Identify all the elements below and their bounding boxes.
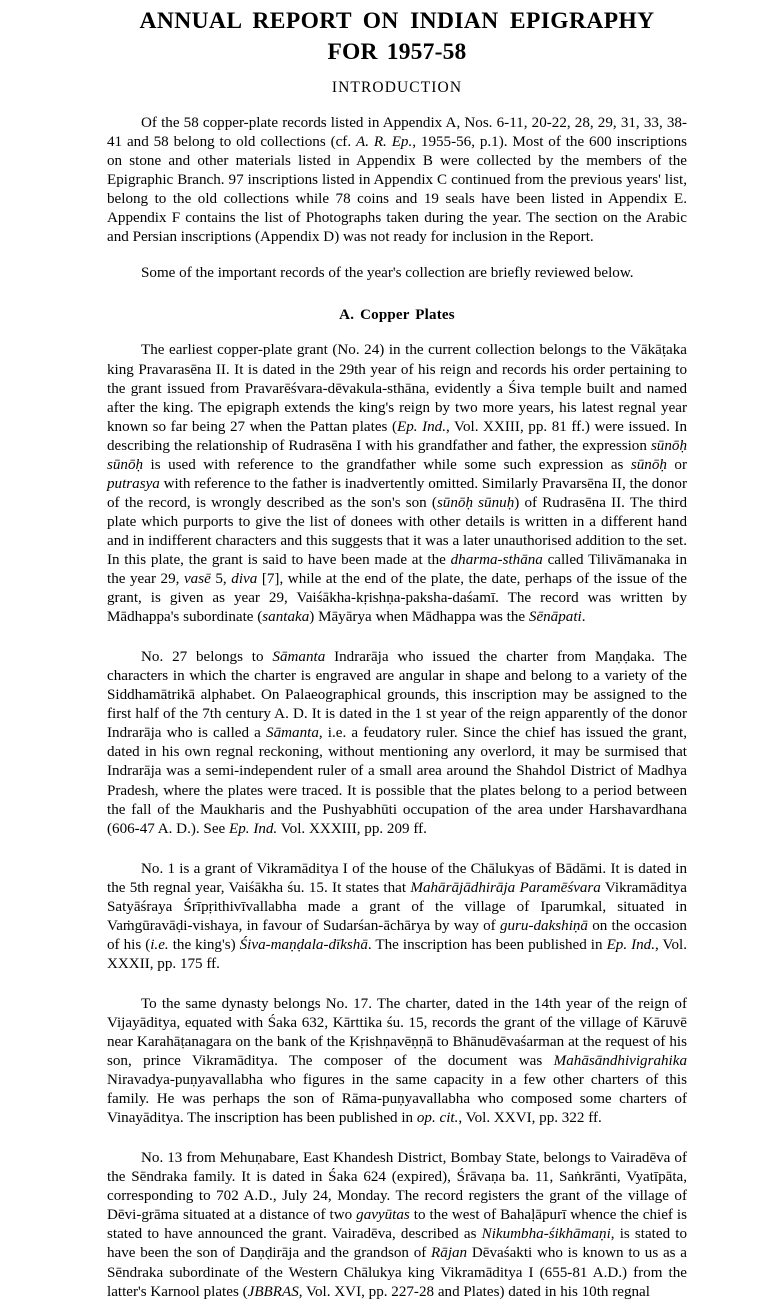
italic-run-sunoh-sunoh: sūnōḥ sūnōḥ	[107, 437, 687, 473]
text-run: No. 1 is a grant of Vikramāditya I of the house of the Chālukyas of Bādāmi. It is dated in the 5th regnal year, Vaiśākha śu. 15. It states that	[107, 860, 687, 896]
spacer	[107, 247, 687, 264]
text-run: is used with reference to the grandfather while some such expression as	[143, 456, 631, 473]
spacer	[107, 324, 687, 341]
text-run: No. 13 from Mehuṇabare, East Khandesh District, Bombay State, belongs to Vairadēva of the Sēndraka family. It is dated in Śaka 624 (expired), Śrāvaṇa ba. 11, Saṅkrānti, Vyatīpāta, corresponding to 702 A.D., July 24, Monday. The record registers the grant of the village of Dēvi-grāma situated at a distance of two	[107, 1150, 687, 1224]
italic-run-ep-ind: Ep. Ind.	[396, 418, 446, 435]
text-run: , i.e. a feudatory ruler. Since the chief has issued the grant, dated in his own regnal reckoning, without mentioning any overlord, it may be surmised that Indrarāja was a semi-independent ruler of a small area around the Shahdol District of Madhya Pradesh, where the plates were traced. It is possible that the plates belong to a period between the fall of the Maukharis and the Pushyabhūti occupation of the area under Harshavardhana (606-47 A. D.). See	[107, 725, 688, 837]
text-run: Dēvaśakti who is known to us as a Sēndraka subordinate of the Western Chālukya king Vikramāditya I (655-81 A.D.) from the latter's Karnool plates (	[107, 1245, 687, 1300]
italic-run-mahasandhivigrahika: Mahāsāndhivigrahika	[553, 1053, 687, 1070]
text-run: Vikramāditya Satyāśraya Śrīpṛithivīvallabha made a grant of the village of Iparumkal, situated in Vaṁgūravāḍi-vishaya, in favour of Sudarśan-āchārya by way of	[107, 879, 687, 934]
paragraph-appendix-summary	[107, 114, 687, 247]
italic-run-nikumbha-sikhamani: Nikumbha-śikhāmaṇi	[481, 1226, 611, 1243]
italic-run-guru-dakshina: guru-dakshiṇā	[499, 917, 588, 934]
paragraph-record-no-24	[107, 341, 687, 627]
title-line-2: FOR 1957-58	[327, 38, 467, 65]
paragraph-review-note	[107, 264, 687, 283]
section-heading-introduction: INTRODUCTION	[331, 79, 463, 97]
text-run: , Vol. XXVI, pp. 322 ff.	[458, 1110, 602, 1127]
italic-run-santaka: santaka	[262, 609, 310, 626]
italic-run-vase: vasē	[183, 571, 211, 588]
paragraph-record-no-17	[107, 995, 687, 1128]
text-run: Vol. XXXIII, pp. 209 ff.	[277, 820, 427, 837]
paragraph-record-no-27	[107, 648, 687, 838]
italic-run-ie: i.e.	[150, 936, 169, 953]
title-line-1: ANNUAL REPORT ON INDIAN EPIGRAPHY	[139, 8, 655, 34]
italic-run-jbbras: JBBRAS	[247, 1283, 299, 1300]
italic-run-samanta-2: Sāmanta	[266, 725, 319, 742]
page-content	[107, 6, 687, 1302]
italic-run-dharma-sthana: dharma-sthāna	[450, 551, 543, 568]
italic-run-senapati: Sēnāpati	[528, 609, 582, 626]
text-run: on the occasion of his (	[107, 917, 687, 953]
text-run: or	[666, 456, 687, 473]
text-run: Some of the important records of the year's collection are briefly reviewed below.	[141, 265, 634, 282]
text-run: , is stated to have been the son of Daṇḍirāja and the grandson of	[107, 1226, 688, 1262]
text-run: to the west of Bahaḷāpurī whence the chief is stated to have announced the grant. Vairadēva, described as	[107, 1207, 687, 1243]
paragraph-record-no-1	[107, 860, 687, 974]
text-run: 5,	[210, 571, 232, 588]
text-run: [7], while at the end of the plate, the date, perhaps of the issue of the grant, is given as year 29, Vaiśākha-kṛishṇa-paksha-daśamī. The record was written by Mādhappa's subordinate (	[107, 571, 688, 626]
italic-run-putrasya: putrasya	[107, 475, 160, 492]
italic-run-samanta: Sāmanta	[272, 649, 326, 666]
text-run: To the same dynasty belongs No. 17. The charter, dated in the 14th year of the reign of Vijayāditya, equated with Śaka 632, Kārttika śu. 15, records the grant of the village of Kāruvē near Karahāṭanagara on the bank of the Kṛishṇavēṇṇā to Bhānudēvaśarman at the request of his son, prince Vikramāditya. The composer of the document was	[107, 995, 687, 1070]
italic-run-op-cit: op. cit.	[416, 1110, 459, 1127]
subheading-copper-plates: A. Copper Plates	[339, 307, 455, 324]
text-run: The earliest copper-plate grant (No. 24) in the current collection belongs to the Vākāṭaka king Pravarasēna II. It is dated in the 29th year of his reign and records his order pertaining to the grant issued from Pravarēśvara-dēvakula-sthāna, evidently a Śiva temple built and named after the king. The epigraph extends the king's reign by two more years, his latest regnal year known so far being 27 when the Pattan plates (	[107, 342, 687, 435]
italic-run-sunoh-sunuh: sūnōḥ sūnuḥ	[436, 494, 515, 511]
text-run: .	[581, 609, 586, 626]
italic-run-diva: diva	[231, 571, 258, 588]
spacer	[107, 1128, 687, 1149]
spacer	[107, 283, 687, 307]
spacer	[107, 839, 687, 860]
text-run: Niravadya-puṇyavallabha who figures in the same capacity in a few other charters of this family. He was perhaps the son of Rāma-puṇyavallabha who composed some charters of Vinayāditya. The inscription has been published in	[107, 1072, 687, 1127]
italic-run-ar-ep: A. R. Ep.	[355, 134, 413, 151]
spacer	[107, 97, 687, 114]
text-run: , 1955-56, p.1). Most of the 600 inscriptions on stone and other materials listed in Appendix B were collected by the members of the Epigraphic Branch. 97 inscriptions listed in Appendix C continued from the previous years' list, belong to the old collections while 78 coins and 19 seals have been listed in Appendix E. Appendix F contains the list of Photographs taken during the year. The section on the Arabic and Persian inscriptions (Appendix D) was not ready for inclusion in the Report.	[107, 134, 687, 246]
text-run: No. 27 belongs to	[141, 649, 273, 666]
spacer	[107, 974, 687, 995]
italic-run-siva-mandala-diksha: Śiva-maṇḍala-dīkshā	[239, 936, 368, 953]
spacer	[107, 627, 687, 648]
italic-run-ep-ind-3: Ep. Ind.	[606, 936, 656, 953]
text-run: , Vol. XVI, pp. 227-28 and Plates) dated in his 10th regnal	[298, 1283, 650, 1300]
text-run: Indrarāja who issued the charter from Maṇḍaka. The characters in which the charter is engraved are angular in shape and belong to a variety of the Siddhamātrikā alphabet. On Palaeographical grounds, this inscription may be assigned to the first half of the 7th century A. D. It is dated in the 1 st year of the reign apparently of the donor Indrarāja who is called a	[107, 649, 687, 742]
italic-run-rajan: Rājan	[431, 1245, 468, 1262]
italic-run-maharajadhiraja: Mahārājādhirāja Paramēśvara	[410, 879, 601, 896]
page-title	[107, 6, 687, 67]
italic-run-ep-ind-2: Ep. Ind.	[229, 820, 278, 837]
text-run: Of the 58 copper-plate records listed in Appendix A, Nos. 6-11, 20-22, 28, 29, 31, 33, 38-41 and 58 belong to old collections (cf.	[107, 115, 687, 151]
italic-run-sunoh: sūnōḥ	[630, 456, 667, 473]
text-run: , Vol. XXXII, pp. 175 ff.	[107, 936, 687, 972]
text-run: ) Māyārya when Mādhappa was the	[309, 609, 529, 626]
italic-run-gavyutas: gavyūtas	[356, 1207, 410, 1224]
text-run: the king's)	[168, 936, 240, 953]
text-run: ) of Rudrasēna II. The third plate which purports to give the list of donees with other details is written in a different hand and in indifferent characters and this suggests that it was a later unauthorised addition to the set. In this plate, the grant is said to have been made at the	[107, 494, 687, 568]
paragraph-record-no-13	[107, 1149, 687, 1301]
text-run: with reference to the father is inadvertently omitted. Similarly Pravarsēna II, the donor of the record, is wrongly described as the son's son (	[107, 475, 687, 511]
text-run: , Vol. XXIII, pp. 81 ff.) were issued. In describing the relationship of Rudrasēna I with his grandfather and father, the expression	[107, 418, 687, 454]
text-run: called Tilivāmanaka in the year 29,	[107, 551, 687, 588]
text-run: . The inscription has been published in	[367, 936, 607, 953]
